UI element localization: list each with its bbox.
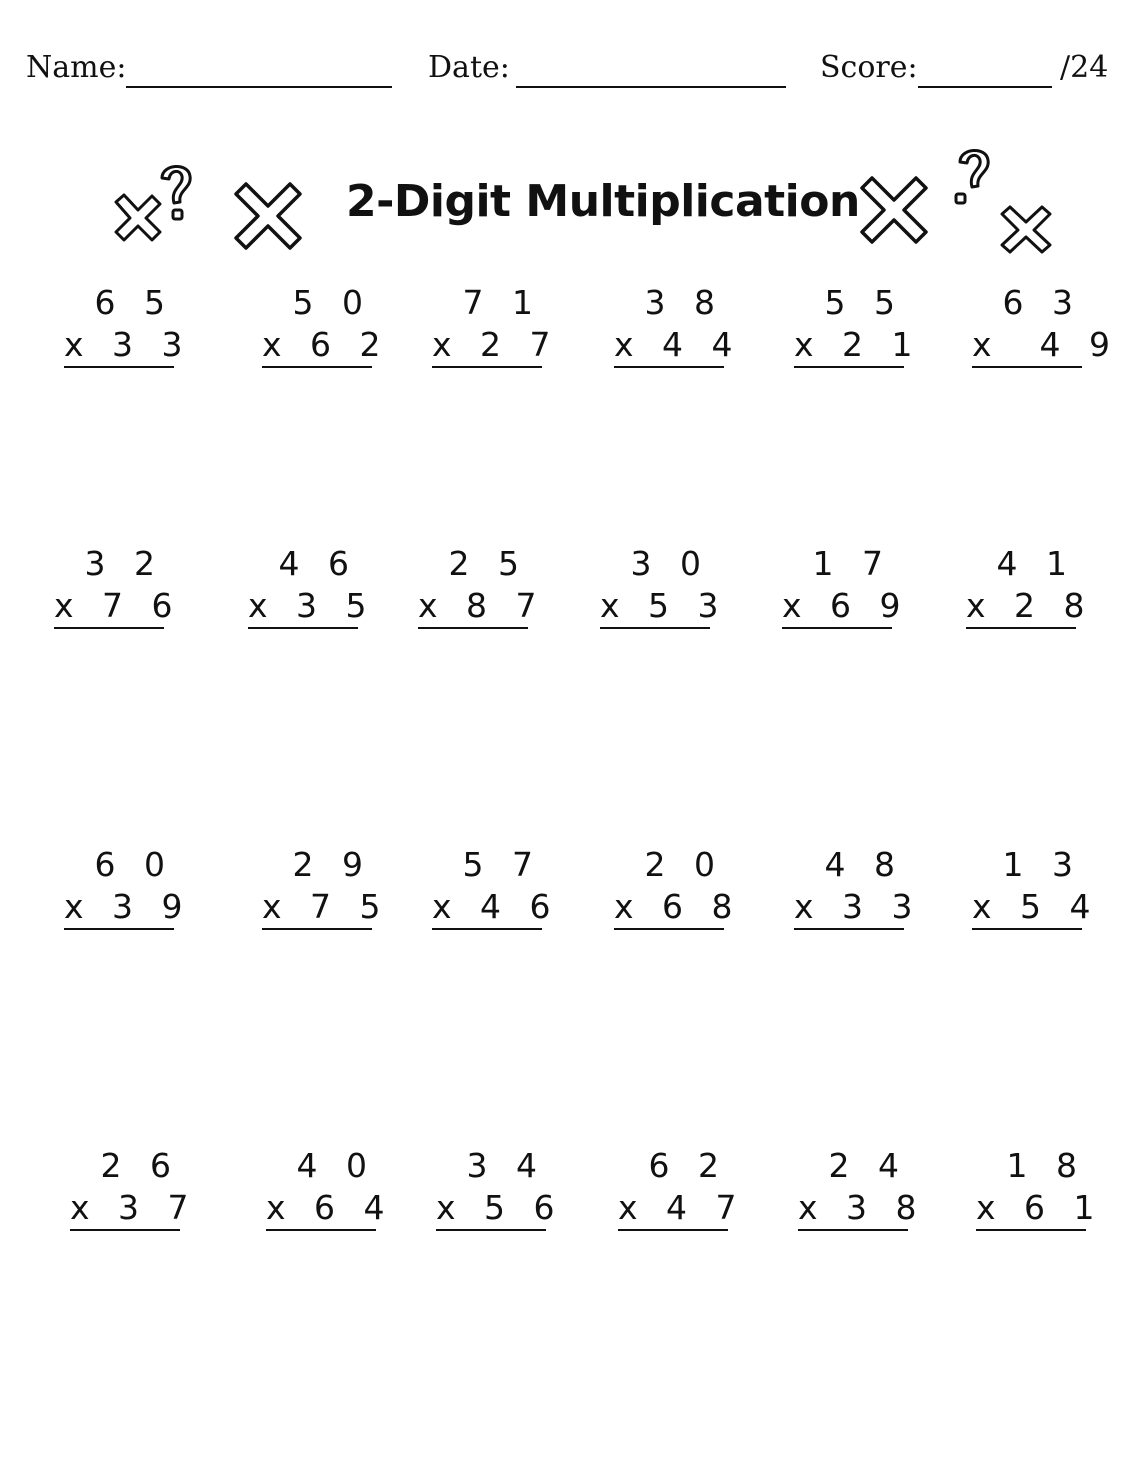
multiplicand: 4 6 <box>278 544 358 583</box>
multiplicand: 3 2 <box>84 544 164 583</box>
multiplier-with-answer-line: x 4 6 <box>432 886 542 930</box>
multiplicand: 3 8 <box>644 283 724 322</box>
multiplicand: 6 0 <box>94 845 174 884</box>
multiplier-with-answer-line: x 8 7 <box>418 585 528 629</box>
multiplier-with-answer-line: x 5 6 <box>436 1187 546 1231</box>
multiplier-with-answer-line: x 2 7 <box>432 324 542 368</box>
multiplier-with-answer-line: x 7 6 <box>54 585 164 629</box>
multiplicand: 2 4 <box>828 1146 908 1185</box>
score-total: /24 <box>1060 50 1109 85</box>
date-label: Date: <box>428 50 510 85</box>
multiplier-with-answer-line: x 4 7 <box>618 1187 728 1231</box>
multiplicand: 3 0 <box>630 544 710 583</box>
multiplier-with-answer-line: x 5 4 <box>972 886 1082 930</box>
multiplicand: 5 0 <box>292 283 372 322</box>
multiplicand: 6 5 <box>94 283 174 322</box>
multiplicand: 4 8 <box>824 845 904 884</box>
problem-21 <box>436 1145 564 1231</box>
problem-15 <box>432 844 560 930</box>
score-label: Score: <box>820 50 918 85</box>
score-field[interactable] <box>820 48 1054 88</box>
multiplicand: 6 2 <box>648 1146 728 1185</box>
multiplicand: 2 6 <box>100 1146 180 1185</box>
problem-16 <box>614 844 742 930</box>
multiplicand: 3 4 <box>466 1146 546 1185</box>
multiplier-with-answer-line: x 3 3 <box>794 886 904 930</box>
multiplicand: 6 3 <box>1002 283 1082 322</box>
multiply-question-icon <box>100 160 210 255</box>
problem-7 <box>54 543 182 629</box>
name-field[interactable] <box>26 48 396 88</box>
problem-18 <box>972 844 1100 930</box>
problem-5 <box>794 282 922 368</box>
problem-22 <box>618 1145 746 1231</box>
problem-17 <box>794 844 922 930</box>
problem-6 <box>972 282 1119 368</box>
problem-9 <box>418 543 546 629</box>
problem-20 <box>266 1145 394 1231</box>
problem-2 <box>262 282 390 368</box>
multiply-icon <box>230 178 306 254</box>
problem-14 <box>262 844 390 930</box>
multiplier-with-answer-line: x 3 3 <box>64 324 174 368</box>
multiplicand: 1 3 <box>1002 845 1082 884</box>
problem-11 <box>782 543 910 629</box>
multiplicand: 5 7 <box>462 845 542 884</box>
problem-23 <box>798 1145 926 1231</box>
page-title: 2-Digit Multiplication <box>346 176 860 227</box>
multiplier-with-answer-line: x 6 8 <box>614 886 724 930</box>
problem-19 <box>70 1145 198 1231</box>
multiplicand: 2 9 <box>292 845 372 884</box>
multiplier-with-answer-line: x 7 5 <box>262 886 372 930</box>
multiplier-with-answer-line: x 5 3 <box>600 585 710 629</box>
multiplicand: 7 1 <box>462 283 542 322</box>
multiplier-with-answer-line: x 3 7 <box>70 1187 180 1231</box>
multiplier-with-answer-line: x 4 4 <box>614 324 724 368</box>
problem-10 <box>600 543 728 629</box>
multiplier-with-answer-line: x 3 8 <box>798 1187 908 1231</box>
multiplier-with-answer-line: x 2 8 <box>966 585 1076 629</box>
multiplier-with-answer-line: x 4 9 <box>972 324 1082 368</box>
multiplier-with-answer-line: x 3 5 <box>248 585 358 629</box>
date-blank-line[interactable] <box>516 86 786 88</box>
problem-12 <box>966 543 1094 629</box>
name-blank-line[interactable] <box>126 86 392 88</box>
multiplicand: 4 0 <box>296 1146 376 1185</box>
problem-8 <box>248 543 376 629</box>
problem-24 <box>976 1145 1104 1231</box>
problem-4 <box>614 282 742 368</box>
multiplier-with-answer-line: x 6 9 <box>782 585 892 629</box>
score-blank-line[interactable] <box>918 86 1052 88</box>
multiplier-with-answer-line: x 3 9 <box>64 886 174 930</box>
multiplicand: 2 5 <box>448 544 528 583</box>
date-field[interactable] <box>428 48 788 88</box>
multiplicand: 1 7 <box>812 544 892 583</box>
multiplier-with-answer-line: x 6 1 <box>976 1187 1086 1231</box>
multiply-icon <box>856 172 932 248</box>
multiplier-with-answer-line: x 2 1 <box>794 324 904 368</box>
multiplicand: 2 0 <box>644 845 724 884</box>
problem-3 <box>432 282 560 368</box>
multiplicand: 5 5 <box>824 283 904 322</box>
multiplier-with-answer-line: x 6 2 <box>262 324 372 368</box>
problem-13 <box>64 844 192 930</box>
multiplicand: 1 8 <box>1006 1146 1086 1185</box>
multiplier-with-answer-line: x 6 4 <box>266 1187 376 1231</box>
question-multiply-icon <box>944 144 1059 254</box>
name-label: Name: <box>26 50 127 85</box>
multiplicand: 4 1 <box>996 544 1076 583</box>
problem-1 <box>64 282 192 368</box>
